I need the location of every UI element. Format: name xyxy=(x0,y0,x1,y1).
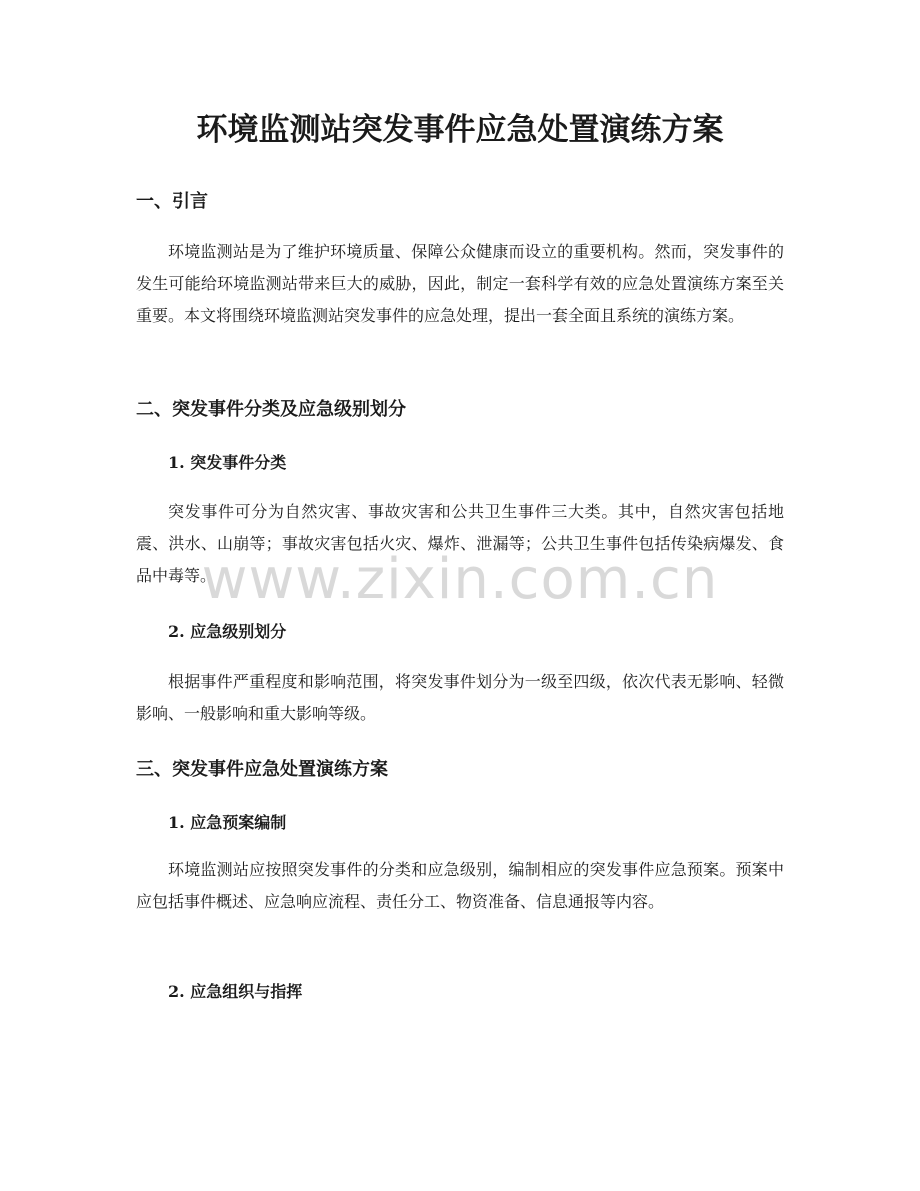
subsection-heading-plan-preparation: 1. 应急预案编制 xyxy=(168,813,287,832)
watermark: www.zixin.com.cn xyxy=(201,547,719,612)
emergency-levels-paragraph: 根据事件严重程度和影响范围，将突发事件划分为一级至四级，依次代表无影响、轻微影响、一般影响和重大影响等级。 xyxy=(136,672,784,723)
section-heading-intro: 一、引言 xyxy=(136,191,208,212)
document-title: 环境监测站突发事件应急处置演练方案 xyxy=(196,112,724,148)
subsection-heading-organization-command: 2. 应急组织与指挥 xyxy=(168,982,303,1001)
event-types-paragraph: 突发事件可分为自然灾害、事故灾害和公共卫生事件三大类。其中，自然灾害包括地震、洪水、山崩等；事故灾害包括火灾、爆炸、泄漏等；公共卫生事件包括传染病爆发、食品中毒等。 xyxy=(136,502,784,585)
intro-paragraph: 环境监测站是为了维护环境质量、保障公众健康而设立的重要机构。然而，突发事件的发生可能给环境监测站带来巨大的威胁，因此，制定一套科学有效的应急处置演练方案至关重要。本文将围绕环境监测站突发事件的应急处理，提出一套全面且系统的演练方案。 xyxy=(136,242,784,325)
plan-preparation-paragraph: 环境监测站应按照突发事件的分类和应急级别，编制相应的突发事件应急预案。预案中应包括事件概述、应急响应流程、责任分工、物资准备、信息通报等内容。 xyxy=(136,860,784,911)
section-heading-drill-plan: 三、突发事件应急处置演练方案 xyxy=(136,759,388,780)
subsection-heading-emergency-levels: 2. 应急级别划分 xyxy=(168,622,287,641)
subsection-heading-event-types: 1. 突发事件分类 xyxy=(168,453,287,472)
section-heading-classification: 二、突发事件分类及应急级别划分 xyxy=(136,399,406,420)
